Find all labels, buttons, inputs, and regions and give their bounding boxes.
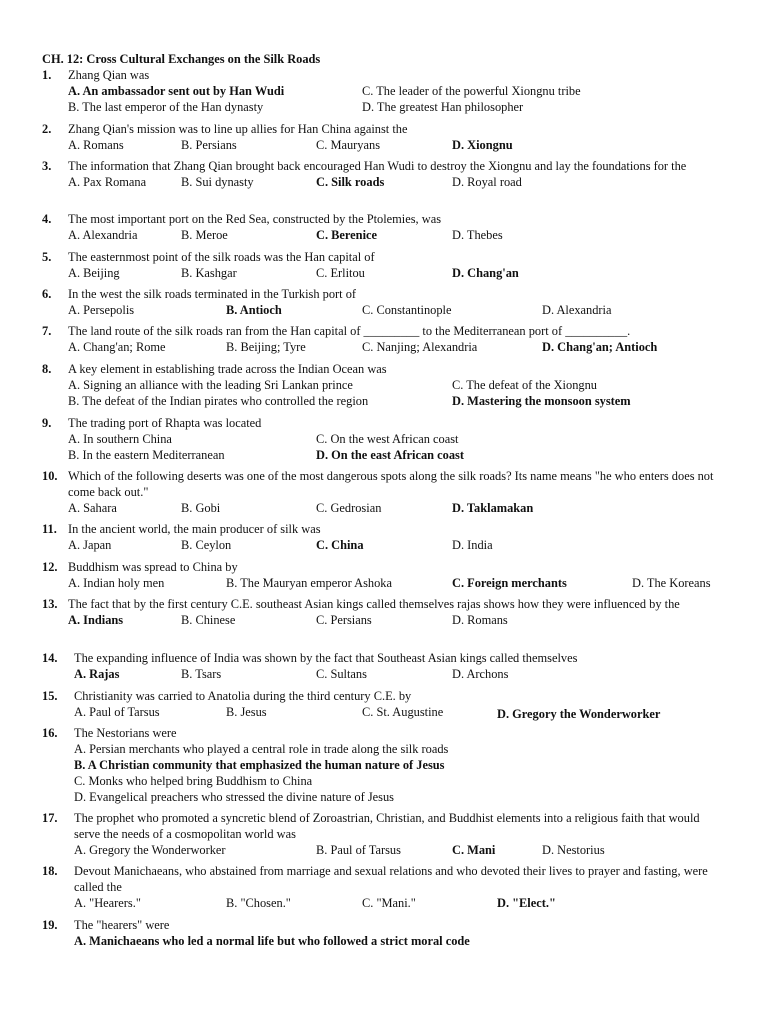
answer-option-a: A. Beijing [68,266,120,280]
answer-option-a: A. Persepolis [68,303,135,317]
question-2 [0,121,768,153]
question-number: 17. [42,811,58,825]
answer-option-b: B. Kashgar [181,266,237,280]
question-number: 10. [42,469,58,483]
answer-option-b: B. In the eastern Mediterranean [68,448,225,462]
answer-option-b: B. The last emperor of the Han dynasty [68,100,264,114]
answer-option-c: C. The leader of the powerful Xiongnu tribe [362,84,581,98]
question-17 [0,810,768,858]
answer-option-a: A. Persian merchants who played a central role in trade along the silk roads [74,742,449,756]
answer-option-a: A. Alexandria [68,228,138,242]
answer-option-c: C. Gedrosian [316,501,382,515]
answer-option-c: C. Mani [452,843,496,857]
question-text: The easternmost point of the silk roads was the Han capital of [68,250,375,264]
question-number: 15. [42,689,58,703]
answer-option-d: D. Gregory the Wonderworker [497,707,661,721]
question-text: Which of the following deserts was one of the most dangerous spots along the silk roads? Its name means "he who enters does not come back out." [68,469,714,499]
answer-option-d: D. "Elect." [497,896,556,910]
question-9 [0,415,768,463]
question-text: The trading port of Rhapta was located [68,416,262,430]
answer-option-c: C. Silk roads [316,175,385,189]
answer-option-b: B. Gobi [181,501,221,515]
answer-option-b: B. Meroe [181,228,228,242]
question-text: The prophet who promoted a syncretic blend of Zoroastrian, Christian, and Buddhist elements into a religious faith that would serve the needs of a cosmopolitan world was [74,811,700,841]
answer-option-d: D. Archons [452,667,509,681]
question-number: 19. [42,918,58,932]
answer-option-c: C. Foreign merchants [452,576,567,590]
question-16 [0,725,768,805]
answer-option-b: B. Antioch [226,303,282,317]
question-text: The Nestorians were [74,726,177,740]
answer-option-c: C. Nanjing; Alexandria [362,340,478,354]
answer-option-a: A. Manichaeans who led a normal life but who followed a strict moral code [74,934,470,948]
question-8 [0,361,768,409]
question-number: 7. [42,324,52,338]
question-number: 1. [42,68,52,82]
answer-option-c: C. Persians [316,613,372,627]
answer-option-c: C. Mauryans [316,138,381,152]
answer-option-c: C. Monks who helped bring Buddhism to China [74,774,313,788]
answer-option-d: D. Chang'an; Antioch [542,340,658,354]
question-number: 6. [42,287,52,301]
question-number: 5. [42,250,52,264]
question-number: 18. [42,864,58,878]
answer-option-c: C. China [316,538,364,552]
question-number: 4. [42,212,52,226]
answer-option-b: B. Tsars [181,667,222,681]
answer-option-b: B. Jesus [226,705,267,719]
answer-option-b: B. "Chosen." [226,896,291,910]
answer-option-b: B. Sui dynasty [181,175,254,189]
question-number: 12. [42,560,58,574]
answer-option-b: B. Paul of Tarsus [316,843,401,857]
question-text: The "hearers" were [74,918,170,932]
question-14 [0,650,768,682]
question-text: The expanding influence of India was shown by the fact that Southeast Asian kings called themselves [74,651,578,665]
question-number: 13. [42,597,58,611]
question-number: 16. [42,726,58,740]
question-18 [0,863,768,911]
answer-option-d: D. Chang'an [452,266,519,280]
answer-option-d: D. Evangelical preachers who stressed the divine nature of Jesus [74,790,394,804]
answer-option-d: D. Romans [452,613,508,627]
answer-option-d: D. Thebes [452,228,503,242]
answer-option-a: A. Paul of Tarsus [74,705,160,719]
answer-option-b: B. Ceylon [181,538,232,552]
answer-option-a: A. Rajas [74,667,120,681]
answer-option-d: D. Alexandria [542,303,612,317]
question-15 [0,688,768,720]
answer-option-c: C. The defeat of the Xiongnu [452,378,597,392]
question-text: The fact that by the first century C.E. southeast Asian kings called themselves rajas shows how they were influenced by the [68,597,680,611]
question-7 [0,323,768,355]
question-number: 2. [42,122,52,136]
question-text: The information that Zhang Qian brought back encouraged Han Wudi to destroy the Xiongnu and lay the foundations for the [68,159,687,173]
answer-option-b: B. The Mauryan emperor Ashoka [226,576,392,590]
answer-option-c: C. Erlitou [316,266,365,280]
answer-option-c: C. St. Augustine [362,705,444,719]
question-text: In the west the silk roads terminated in the Turkish port of [68,287,357,301]
answer-option-c: C. Berenice [316,228,378,242]
question-text: Christianity was carried to Anatolia during the third century C.E. by [74,689,412,703]
question-text: A key element in establishing trade across the Indian Ocean was [68,362,387,376]
answer-option-a: A. In southern China [68,432,172,446]
answer-option-a: A. Signing an alliance with the leading Sri Lankan prince [68,378,353,392]
answer-option-c: C. On the west African coast [316,432,459,446]
answer-option-a: A. Indian holy men [68,576,165,590]
answer-option-b: B. The defeat of the Indian pirates who controlled the region [68,394,369,408]
page-title: CH. 12: Cross Cultural Exchanges on the Silk Roads [42,52,321,66]
question-number: 8. [42,362,52,376]
answer-option-d: D. Taklamakan [452,501,534,515]
question-number: 9. [42,416,52,430]
answer-option-c: C. "Mani." [362,896,416,910]
question-text: In the ancient world, the main producer of silk was [68,522,321,536]
question-text: Zhang Qian was [68,68,150,82]
question-5 [0,249,768,281]
question-4 [0,211,768,243]
answer-option-a: A. Indians [68,613,124,627]
question-19 [0,917,768,949]
answer-option-c: C. Sultans [316,667,367,681]
question-text: The land route of the silk roads ran from the Han capital of _________ to the Mediterranean port of __________. [68,324,631,338]
answer-option-a: A. Pax Romana [68,175,147,189]
question-6 [0,286,768,318]
question-number: 14. [42,651,58,665]
question-number: 3. [42,159,52,173]
answer-option-b: B. Chinese [181,613,236,627]
answer-option-d: D. Mastering the monsoon system [452,394,631,408]
answer-option-d: D. Nestorius [542,843,605,857]
question-10 [0,468,768,516]
answer-option-d: D. On the east African coast [316,448,464,462]
question-text: Devout Manichaeans, who abstained from marriage and sexual relations and who devoted their lives to prayer and fasting, were called the [74,864,708,894]
question-number: 11. [42,522,57,536]
answer-option-b: B. A Christian community that emphasized the human nature of Jesus [74,758,445,772]
answer-option-b: B. Beijing; Tyre [226,340,306,354]
question-text: The most important port on the Red Sea, constructed by the Ptolemies, was [68,212,442,226]
answer-option-d: D. India [452,538,493,552]
answer-option-a: A. Gregory the Wonderworker [74,843,226,857]
answer-option-d: D. Royal road [452,175,522,189]
question-11 [0,521,768,553]
answer-option-a: A. "Hearers." [74,896,141,910]
answer-option-a: A. An ambassador sent out by Han Wudi [68,84,285,98]
question-1 [0,67,768,115]
question-12 [0,559,768,591]
answer-option-d: D. The Koreans [632,576,711,590]
answer-option-a: A. Romans [68,138,124,152]
answer-option-a: A. Chang'an; Rome [68,340,166,354]
answer-option-c: C. Constantinople [362,303,452,317]
answer-option-a: A. Sahara [68,501,117,515]
answer-option-b: B. Persians [181,138,237,152]
question-text: Buddhism was spread to China by [68,560,238,574]
question-text: Zhang Qian's mission was to line up allies for Han China against the [68,122,408,136]
question-13 [0,596,768,628]
question-3 [0,158,768,190]
answer-option-a: A. Japan [68,538,112,552]
answer-option-d: D. The greatest Han philosopher [362,100,524,114]
answer-option-d: D. Xiongnu [452,138,513,152]
